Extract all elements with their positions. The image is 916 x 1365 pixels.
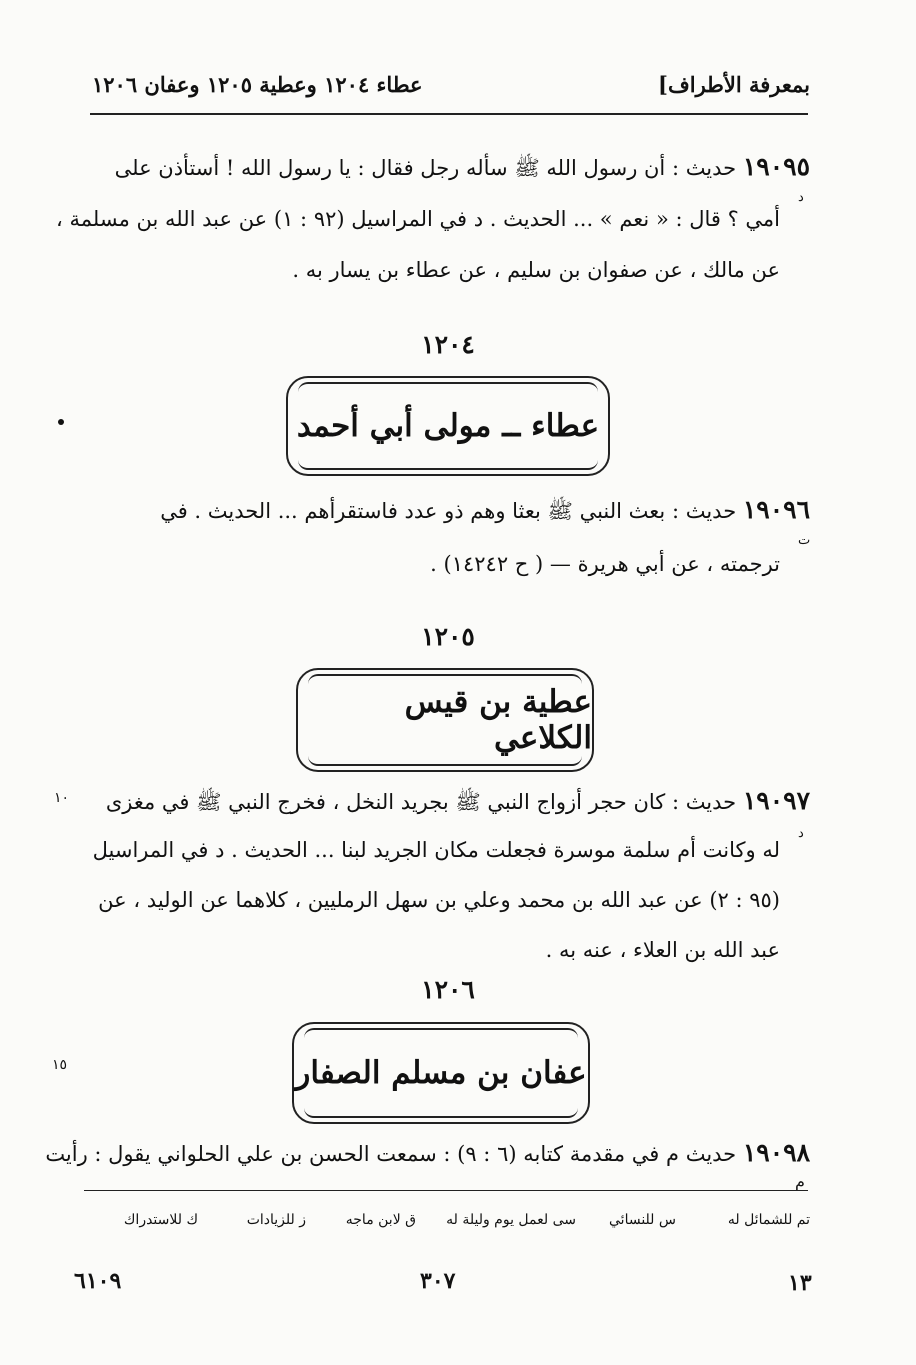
hadith-text-line: ترجمته ، عن أبي هريرة — ( ح ١٤٢٤٢) . — [430, 552, 780, 576]
section-name: عفان بن مسلم الصفار — [295, 1055, 587, 1091]
section-name-box — [292, 1022, 590, 1124]
section-name: عطية بن قيس الكلاعي — [404, 684, 592, 756]
hadith-number: ١٩٠٩٥ — [742, 152, 810, 181]
footnote-key-item: ز للزيادات — [246, 1212, 306, 1228]
footnote-key-item: سى لعمل يوم وليلة له — [446, 1212, 576, 1228]
hadith-text-line: أمي ؟ قال : « نعم » ... الحديث . د في المراسيل (٩٢ : ١) عن عبد الله بن مسلمة ، — [56, 207, 780, 231]
footnote-key-item: س للنسائي — [609, 1212, 676, 1228]
margin-line-number: ١٠ — [54, 790, 70, 806]
header-section-title: بمعرفة الأطراف] — [658, 72, 810, 97]
footnote-key-item: ك للاستدراك — [123, 1212, 198, 1228]
section-number: ١٢٠٥ — [421, 622, 475, 651]
footnote-rule — [84, 1190, 808, 1191]
entry-line — [90, 152, 810, 186]
hadith-text-line: (٩٥ : ٢) عن عبد الله بن محمد وعلي بن سهل الرمليين ، كلاهما عن الوليد ، عن — [98, 888, 780, 912]
source-siglum: د — [798, 190, 804, 205]
hadith-text-line: عن مالك ، عن صفوان بن سليم ، عن عطاء بن يسار به . — [292, 258, 780, 282]
hadith-text-line: حديث : أن رسول الله ﷺ سأله رجل فقال : يا رسول الله ! أستأذن على — [114, 156, 737, 180]
hadith-number: ١٩٠٩٧ — [742, 786, 810, 815]
section-name: عطاء ــ مولى أبي أحمد — [296, 408, 600, 444]
footnote-key-item: ق لابن ماجه — [345, 1212, 416, 1228]
index-number: ٦١٠٩ — [74, 1268, 122, 1294]
volume-number: ١٣ — [788, 1270, 812, 1296]
margin-dot — [58, 419, 64, 425]
footnote-key-item: تم للشمائل له — [727, 1212, 810, 1228]
section-name-box — [296, 668, 594, 772]
source-siglum: د — [798, 826, 804, 841]
hadith-number: ١٩٠٩٦ — [742, 495, 810, 524]
margin-line-number: ١٥ — [52, 1057, 68, 1073]
section-name-box — [286, 376, 610, 476]
header-rule — [90, 113, 808, 115]
hadith-text-line: له وكانت أم سلمة موسرة فجعلت مكان الجريد لبنا ... الحديث . د في المراسيل — [92, 838, 780, 862]
entry-line — [90, 495, 810, 529]
header-running-title: عطاء ١٢٠٤ وعطية ١٢٠٥ وعفان ١٢٠٦ — [92, 72, 423, 97]
hadith-text-line: حديث : بعث النبي ﷺ بعثا وهم ذو عدد فاستقرأهم ... الحديث . في — [160, 499, 737, 523]
entry-line — [90, 786, 810, 820]
source-siglum: ت — [798, 533, 811, 548]
section-number: ١٢٠٤ — [421, 330, 475, 359]
hadith-number: ١٩٠٩٨ — [742, 1138, 810, 1167]
section-number: ١٢٠٦ — [421, 975, 475, 1004]
hadith-text-line: حديث : كان حجر أزواج النبي ﷺ بجريد النخل ، فخرج النبي ﷺ في مغزى — [105, 790, 737, 814]
page-number: ٣٠٧ — [420, 1268, 456, 1294]
source-siglum: م — [795, 1172, 805, 1191]
entry-line — [45, 1138, 810, 1167]
hadith-text-line: حديث م في مقدمة كتابه (٦ : ٩) : سمعت الحسن بن علي الحلواني يقول : رأيت — [45, 1142, 737, 1166]
hadith-text-line: عبد الله بن العلاء ، عنه به . — [545, 938, 780, 962]
